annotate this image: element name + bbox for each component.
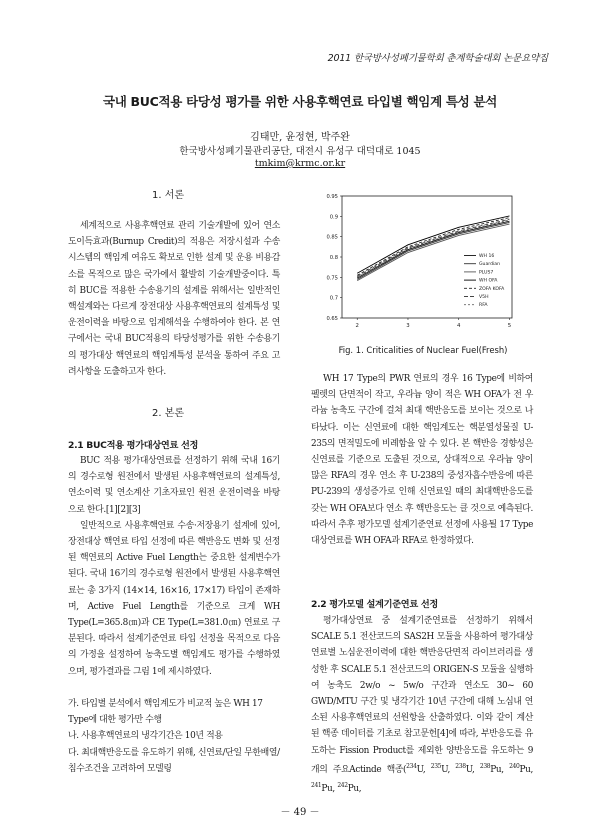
paper-title: 국내 BUC적용 타당성 평가를 위한 사용후핵연료 타입별 핵임계 특성 분석 — [102, 94, 498, 109]
y-tick-label: 0.95 — [326, 194, 338, 200]
x-tick-label: 4 — [456, 323, 461, 329]
conference-header: 2011 한국방사성폐기물학회 춘계학술대회 논문요약집 — [327, 53, 548, 64]
right-column-text — [311, 371, 533, 549]
intro-paragraph — [68, 218, 280, 380]
nuclide: $^{241}$Pu, — [311, 782, 338, 794]
subsection-2-1-para-1: BUC 적용 평가대상연료를 선정하기 위해 국내 16기의 경수로형 원전에서 발생된 사용후핵연료의 설계특성, 연소이력 및 연소계산 기초자료인 원전 운전이력을 바탕으로 한다.[1][2][3] — [68, 456, 280, 515]
intro-text: 세계적으로 사용후핵연료 관리 기술개발에 있어 연소도이득효과(Burnup Credit)의 적용은 저장시설과 수송시스템의 핵임계 여유도 확보로 인한 설계 및 운용 비용감소를 목적으로 많은 국가에서 활발히 기술개발중이다. 특히 BUC를 적용한 수송용기의 설계를 위해서는 일반적인 핵설계와는 다르게 장전대상 사용후핵연료의 설계특성 및 운전이력을 바탕으로 임계해석을 수행하여야 한다. 본 연구에서는 국내 BUC적용의 타당성평가를 위한 수송용기의 평가대상 핵연료의 핵임계특성 분석을 통하여 주요 고려사항을 도출하고자 한다. — [68, 221, 280, 377]
body-heading: 2. 본론 — [152, 408, 185, 419]
x-tick-label: 2 — [355, 323, 359, 329]
legend-label: RFA — [479, 303, 488, 309]
y-tick-label: 0.9 — [329, 214, 338, 221]
nuclide: $^{240}$Pu, — [509, 762, 533, 775]
list-item: 가. 타입별 분석에서 핵임계도가 비교적 높은 WH 17 Type에 대한 평가만 수행 — [68, 699, 263, 726]
x-tick-label: 3 — [406, 323, 410, 329]
legend-label: ZOFA KOFA — [479, 286, 505, 292]
intro-heading: 1. 서론 — [152, 190, 185, 201]
nuclide: $^{238}$U, — [455, 762, 480, 775]
y-tick-label: 0.8 — [329, 255, 338, 261]
result-paragraph: WH 17 Type의 PWR 연료의 경우 16 Type에 비하여 펠렛의 단면적이 작고, 우라늄 양이 적은 WH OFA가 전 우라늄 농축도 구간에 걸쳐 최대 핵반응도를 보이는 것으로 나타났다. 이는 신연료에 대한 핵임계도는 핵분열성물질 U-235의 면적밀도에 비례함을 알 수 있다. 본 핵반응 경향성은 신연료를 기준으로 도출된 것으로, 상대적으로 우라늄 양이 많은 RFA의 경우 연소 후 U-238의 중성자흡수반응에 따른 PU-239의 생성증가로 인해 신연료일 때의 최대핵반응도를 갖는 WH OFA보다 연소 후 핵반응도는 클 것으로 예측된다. 따라서 추후 평가모델 설계기준연료 선정에 사용될 17 Type 대상연료를 WH OFA과 RFA로 한정하였다. — [311, 374, 533, 547]
paper-affiliation: 한국방사성폐기물관리공단, 대전시 유성구 대덕대로 1045 — [179, 146, 421, 157]
subsection-2-2-heading: 2.2 평가모델 설계기준연료 선정 — [311, 599, 438, 610]
nuclide: $^{234}$U, — [406, 762, 431, 775]
subsection-2-2-body — [311, 613, 533, 797]
subsection-2-1-body — [68, 453, 280, 680]
legend-label: PLUS7 — [479, 270, 494, 276]
y-tick-label: 0.85 — [326, 234, 338, 241]
criticality-chart — [312, 190, 522, 338]
x-tick-label: 5 — [507, 323, 512, 329]
page-number: － 49 － — [280, 807, 320, 818]
legend-label: Guardian — [479, 262, 501, 268]
nuclide: $^{235}$U, — [430, 762, 456, 775]
subsection-2-2-para: 평가대상연료 중 설계기준연료를 선정하기 위해서 SCALE 5.1 전산코드의 SAS2H 모듈을 사용하여 평가대상연료별 노심운전이력에 대한 핵반응단면적 라이브러리를 생성한 후 SCALE 5.1 전산코드의 ORIGEN-S 모듈을 실행하여 농축도 2w/o ~ 5w/o 구간과 연소도 30~ 60 GWD/MTU 구간 및 냉각기간 10년 구간에 대해 노심내 연소된 사용후핵연료의 선원항을 산출하였다. 이와 같이 계산된 핵종 데이터를 기초로 참고문헌[4]에 따라, 부반응도를 유도하는 Fission Product를 제외한 양반응도를 유도하는 9개의 주요Actinde 핵종($^{234}$U, $^{235}$U, $^{238}$U, $^{238}$Pu, $^{240}$Pu, $^{241}$Pu, $^{242}$Pu, — [311, 616, 533, 794]
legend-label: WH 16 — [479, 254, 495, 259]
y-tick-label: 0.7 — [329, 295, 338, 302]
nuclide: $^{238}$Pu, — [479, 762, 510, 775]
nuclide: $^{242}$Pu, — [337, 782, 362, 794]
subsection-2-1-para-2: 일반적으로 사용후핵연료 수송·저장용기 설계에 있어, 장전대상 핵연료 타입 선정에 따른 핵반응도 변화 및 선정된 핵연료의 Active Fuel Length는 중요한 설계변수가 된다. 국내 16기의 경수로형 원전에서 발생된 사용후핵연료는 총 3가지 (14×14, 16×16, 17×17) 타입이 존재하며, Active Fuel Length를 기준으로 크게 WH Type(L=365.8㎝)과 CE Type(L=381.0㎝) 연료로 구분된다. 따라서 설계기준연료 타입 선정을 목적으로 다음의 가정을 설정하여 농축도별 핵임계도 평가를 수행하였으며, 평가결과를 그림 1에 제시하였다. — [68, 520, 280, 677]
figure-caption: Fig. 1. Criticalities of Nuclear Fuel(Fresh) — [338, 345, 508, 355]
paper-authors: 김태만, 윤정현, 박주완 — [250, 132, 350, 143]
y-tick-label: 0.65 — [326, 316, 338, 322]
subsection-2-1-heading: 2.1 BUC적용 평가대상연료 선정 — [68, 440, 199, 451]
assumption-list — [68, 696, 284, 777]
legend-label: V5H — [479, 295, 489, 300]
y-tick-label: 0.75 — [326, 275, 338, 282]
list-item: 다. 최대핵반응도를 유도하기 위해, 신연료/단일 무한배열/침수조건을 고려하여 모델링 — [68, 747, 280, 774]
legend-label: WH OFA — [479, 278, 498, 284]
list-item: 나. 사용후핵연료의 냉각기간은 10년 적용 — [68, 731, 223, 742]
author-email[interactable]: tmkim@krmc.or.kr — [254, 158, 346, 169]
